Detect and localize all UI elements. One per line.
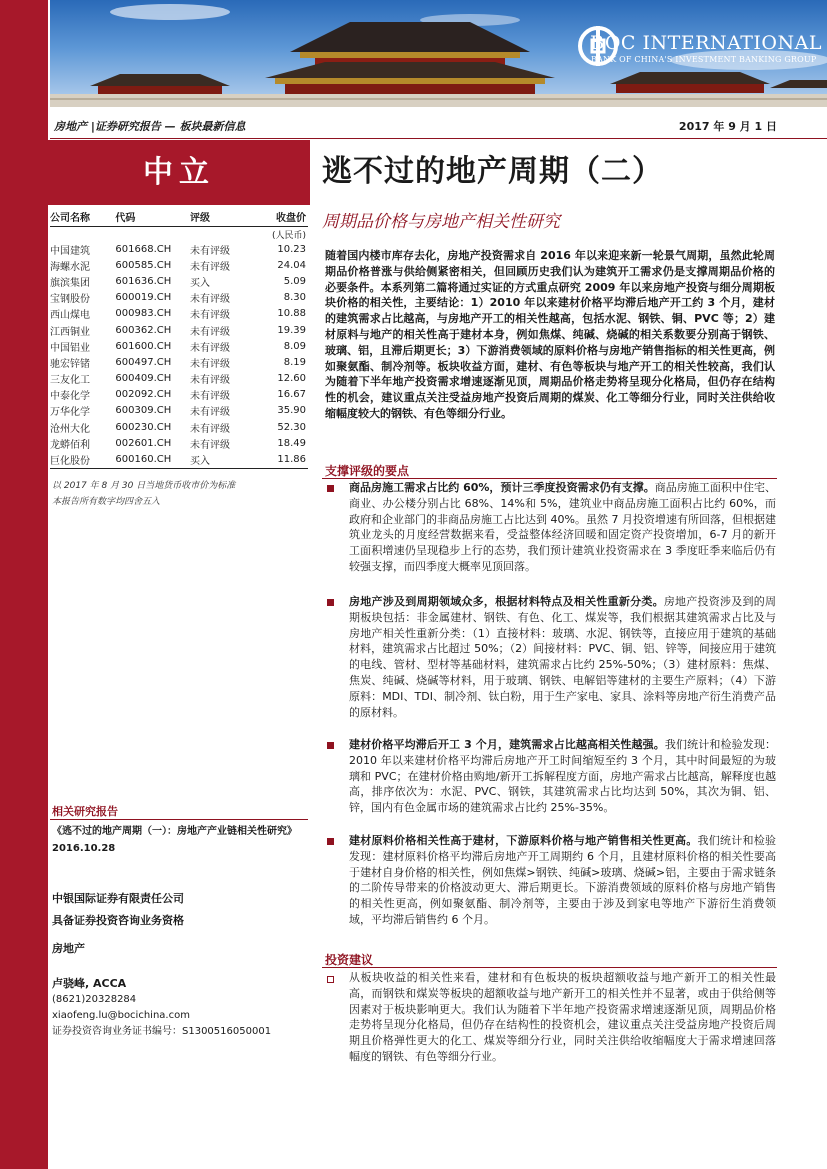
rating-cell: 未有评级 [189,391,230,403]
company-license: 具备证券投资咨询业务资格 [52,914,184,927]
analyst-info [52,976,308,1040]
table-row [50,306,308,322]
logo-tagline: BANK OF CHINA'S INVESTMENT BANKING GROUP [591,55,817,64]
table-row [50,322,308,338]
bullet-paragraph: 商品房施工需求占比约 60%，预计三季度投资需求仍有支撑。商品房施工面积中住宅、商业、办公楼分别占比 68%、14%和 5%，建筑业中商品房施工面积占比约 60%，而政府和企业部门的非商品房施工占比达到 40%。虽然 7 月投资增速有所回落，但根据建筑业龙头的月度经营数据来看，受益整体经济回暖和固定资产投资增加，6-7 月的新开工面积增速仍呈现稳步上行的态势，我们预计建筑业投资需求在 3 季度旺季来临后仍有较强支撑，而四季度大概率见顶回落。 [349,481,776,573]
stock-code-cell: 601668.CH [115,243,172,255]
stock-code-cell: 601636.CH [115,275,172,287]
analyst-license: 证券投资咨询业务证书编号：S1300516050001 [52,1026,272,1037]
stock-code-cell: 600497.CH [115,356,172,368]
close-price-cell: 24.04 [277,259,306,271]
analyst-phone: (8621)20328284 [52,994,137,1005]
table-row [50,435,308,451]
table-row [50,241,308,257]
bullet-icon [327,485,334,492]
company-name-cell: 巨化股份 [50,451,115,468]
rating-cell: 未有评级 [189,439,230,451]
rating-cell: 买入 [190,451,257,468]
close-price-cell: 35.90 [277,405,306,417]
table-row [50,387,308,403]
divider [322,967,777,968]
rating-cell: 未有评级 [189,245,230,257]
rating-cell: 未有评级 [189,326,230,338]
stock-code-cell: 600160.CH [115,451,190,468]
table-note-date: 以 2017 年 8 月 30 日当地货币收市价为标准 [52,481,236,491]
close-price-cell: 18.49 [277,437,306,449]
close-price-cell: 11.86 [257,451,308,468]
table-row [50,371,308,387]
table-header-row [50,207,308,227]
bullet-icon [327,838,334,845]
company-name-cell: 驰宏锌锗 [50,358,90,370]
report-subtitle: 周期品价格与房地产相关性研究 [322,212,560,232]
stock-code-cell: 600362.CH [115,324,172,336]
company-name: 中银国际证券有限责任公司 [52,892,184,905]
col-header-price: 收盘价 [257,207,308,227]
related-research-link[interactable]: 《逃不过的地产周期（一）：房地产产业链相关性研究》2016.10.28 [52,826,297,854]
stock-code-cell: 002601.CH [115,437,172,449]
bullet-paragraph: 房地产涉及到周期领域众多，根据材料特点及相关性重新分类。房地产投资涉及到的周期板块包括：非金属建材、钢铁、有色、化工、煤炭等，我们根据其建筑需求占比及与房地产相关性重新分类：（1）直接材料：玻璃、水泥、钢铁等，直接应用于建筑的基础材料，建筑需求占比超过 50%；（2）间接材料：PVC、铜、铝、锌等，间接应用于建筑的电线、管材、型材等基础材料，建筑需求占比约 25%-50%；（3）建材原料：焦煤、焦炭、纯碱、烧碱等材料，用于玻璃、钢铁、电解铝等建材的主要生产原料；（4）下游原料：MDI、TDI、制冷剂、钛白粉，用于生产家电、家具、涂料等房地产衍生消费产品的原材料。 [349,595,777,719]
header-banner [50,0,827,107]
report-title: 逃不过的地产周期（二） [322,154,663,189]
table-row [50,419,308,435]
close-price-cell: 10.88 [277,308,306,320]
table-row [50,273,308,289]
rating-cell: 未有评级 [189,294,230,306]
close-price-cell: 52.30 [277,421,306,433]
sector-label: 房地产 [52,942,85,955]
close-price-cell: 8.09 [283,340,306,352]
table-row [50,338,308,354]
stock-code-cell: 002092.CH [115,389,172,401]
table-row [50,257,308,273]
company-name-cell: 中国建筑 [50,245,90,257]
company-info [52,888,308,932]
rating-cell: 未有评级 [189,423,230,435]
col-header-code: 代码 [115,207,190,227]
table-row [50,290,308,306]
intro-summary: 随着国内楼市库存去化，房地产投资需求自 2016 年以来迎来新一轮景气周期，虽然此轮周期品价格普涨与供给侧紧密相关，但回顾历史我们认为建筑开工需求仍是支撑周期品价格的必要条件。本系列第二篇将通过实证的方式重点研究 2009 年以来房地产投资与细分周期板块价格的相关性，主要结论：1）2010 年以来建材价格平均滞后地产开工约 3 个月，建材的建筑需求占比越高，与房地产开工的相关性越高，包括水泥、钢铁、铜、PVC 等；2）建材原料与地产的相关性高于建材本身，例如焦煤、纯碱、烧碱的相关系数要分别高于钢铁、玻璃、铝，且滞后期更长；3）下游消费领域的原料价格与房地产销售指标的相关性更高，例如聚氨酯、制冷剂等。板块收益方面，建材、有色等板块与地产开工的相关性较高，我们认为随着下半年地产投资需求增速逐渐见顶，周期品价格走势将呈现分化格局，但仍存在结构性的机会，建议重点关注受益房地产投资后周期的煤炭、化工等细分行业，同时关注供给收缩幅度较大的钢铁、有色等细分行业。 [325,249,775,420]
table-row [50,451,308,468]
rating-cell: 买入 [189,277,210,289]
rating-cell: 未有评级 [189,261,230,273]
company-name-cell: 旗滨集团 [50,277,90,289]
bullet-icon [327,599,334,606]
stock-code-cell: 600585.CH [115,259,172,271]
report-date: 2017 年 9 月 1 日 [678,120,777,133]
table-row [50,354,308,370]
stock-code-cell: 600309.CH [115,405,172,417]
stock-code-cell: 600409.CH [115,373,172,385]
bullet-paragraph: 建材原料价格相关性高于建材，下游原料价格与地产销售相关性更高。我们统计和检验发现：建材原料价格平均滞后房地产开工周期约 6 个月，且建材原料价格的相关性要高于建材自身价格的相关性，例如焦煤>钢铁、纯碱>玻璃、烧碱>铝，主要由于需求链条的二阶传导带来的价格波动更大、滞后期更长。下游消费领域的原料价格与房地产销售的相关性更高，例如聚氨酯、制冷剂等，主要由于涉及到家电等地产下游衍生消费领域，平均滞后销售约 6 个月。 [349,834,777,926]
rating-cell: 未有评级 [189,407,230,419]
company-name-cell: 龙蟒佰利 [50,439,90,451]
company-name-cell: 万华化学 [50,407,90,419]
close-price-cell: 8.19 [283,356,306,368]
close-price-cell: 8.30 [283,292,306,304]
col-header-name: 公司名称 [50,207,115,227]
table-row [50,403,308,419]
stock-code-cell: 601600.CH [115,340,172,352]
divider [50,819,308,820]
rating-cell: 未有评级 [189,310,230,322]
rating-cell: 未有评级 [189,375,230,387]
close-price-cell: 16.67 [277,389,306,401]
related-research-heading: 相关研究报告 [52,805,118,818]
stock-code-cell: 000983.CH [115,308,172,320]
stock-code-cell: 600230.CH [115,421,172,433]
analyst-email[interactable]: xiaofeng.lu@bocichina.com [52,1010,190,1021]
stock-code-cell: 600019.CH [115,292,172,304]
company-name-cell: 西山煤电 [50,310,90,322]
report-info-bar [50,112,827,139]
close-price-cell: 5.09 [283,275,306,287]
logo-name: BOC INTERNATIONAL [590,32,822,54]
analyst-name: 卢骁峰, ACCA [52,977,127,990]
bullet-icon [327,976,334,983]
stock-table [50,207,308,469]
rating-cell: 未有评级 [189,358,230,370]
bullet-icon [327,742,334,749]
close-price-cell: 10.23 [277,243,306,255]
left-red-strip [0,0,48,1169]
section-heading-investment-advice: 投资建议 [325,953,374,967]
bullet-paragraph: 建材价格平均滞后开工 3 个月，建筑需求占比越高相关性越强。我们统计和检验发现：2010 年以来建材价格平均滞后房地产开工时间缩短至约 3 个月，其中时间最短的为玻璃和 PVC；在建材价格由购地/新开工拆解程度方面，房地产需求占比越高，解释度也越高，排序依次为：水泥、PVC、钢铁，其建筑需求占比均达到 50%，其次为铜、铝、锌，国内有色金属市场的建筑需求占比约 25%-35%。 [349,738,777,815]
price-unit: (人民币) [271,230,306,241]
company-name-cell: 宝钢股份 [50,294,90,306]
company-name-cell: 三友化工 [50,375,90,387]
company-name-cell: 江西铜业 [50,326,90,338]
section-heading-rating-points: 支撑评级的要点 [325,464,410,478]
rating-cell: 未有评级 [189,342,230,354]
close-price-cell: 12.60 [277,373,306,385]
company-name-cell: 沧州大化 [50,423,90,435]
investment-advice-paragraph: 从板块收益的相关性来看，建材和有色板块的板块超额收益与地产新开工的相关性最高，而钢铁和煤炭等板块的超额收益与地产新开工的相关性并不显著，或由于供给侧等因素对于板块影响更大。我们认为随着下半年地产投资需求增速逐渐见顶，周期品价格走势将呈现分化格局，但仍存在结构性的投资机会，建议重点关注受益房地产投资后周期且价格弹性更大的化工、煤炭等细分行业，同时关注供给收缩幅度大于需求增速回落幅度的钢铁、有色等细分行业。 [349,971,776,1063]
close-price-cell: 19.39 [277,324,306,336]
table-note-rounding: 本报告所有数字均四舍五入 [52,497,161,507]
company-name-cell: 海螺水泥 [50,261,90,273]
company-name-cell: 中泰化学 [50,391,90,403]
company-name-cell: 中国铝业 [50,342,90,354]
report-type: 房地产 |证券研究报告 — 板块最新信息 [54,120,246,133]
divider [322,478,777,479]
rating-badge: 中立 [48,140,310,205]
col-header-rating: 评级 [190,207,257,227]
